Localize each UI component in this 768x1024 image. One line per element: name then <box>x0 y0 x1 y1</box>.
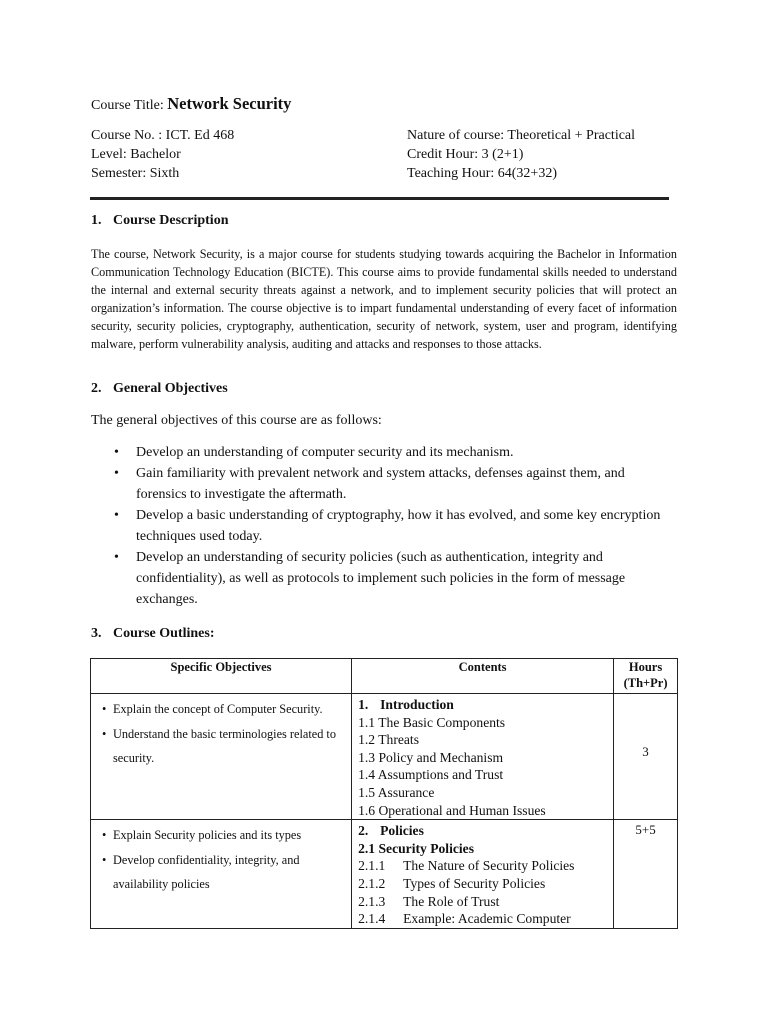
section-number: 2. <box>91 381 102 396</box>
list-item: • Develop an understanding of security policies (such as authentication, integrity and confidentiality), as well as protocols to implement such policies in the form of message exchanges. <box>114 550 626 608</box>
table-row <box>91 820 678 929</box>
content-item: 1.2 Threats <box>358 732 420 748</box>
content-item: 1.3 Policy and Mechanism <box>358 749 504 765</box>
list-item: • Gain familiarity with prevalent network and system attacks, defenses against them, and forensics to investigate the aftermath. <box>114 466 625 503</box>
section-number: 3. <box>91 626 102 641</box>
course-description-text: The course, Network Security, is a major course for students studying towards acquiring the Bachelor in Information Communication Technology Education (BICTE). This course aims to provide fundamental skills needed to understand the internal and external security threats against a network, and to implement security policies that will protect an organization’s information. The course objective is to impart fundamental understanding of every facet of information security, security policies, cryptography, authentication, security of network, system, user and program, identifying malware, perform vulnerability analysis, auditing and attacks and responses to those attacks. <box>91 247 677 352</box>
objectives-cell <box>91 820 352 929</box>
course-title-line <box>91 94 291 114</box>
list-item: • Understand the basic terminologies related to security. <box>102 722 351 771</box>
objectives-cell <box>91 694 352 820</box>
content-item: 1.1 The Basic Components <box>358 714 506 730</box>
course-meta-left <box>91 126 234 183</box>
column-header-contents: Contents <box>352 659 614 694</box>
list-item: • Develop confidentiality, integrity, and availability policies <box>102 848 351 897</box>
content-item: 2.1.1 The Nature of Security Policies <box>358 858 575 874</box>
bullet-icon: • <box>102 702 107 716</box>
course-title: Network Security <box>167 94 292 113</box>
contents-cell <box>352 694 614 820</box>
content-item: 1.6 Operational and Human Issues <box>358 802 546 818</box>
hours-cell: 5+5 <box>614 820 678 929</box>
list-item: • Develop an understanding of computer security and its mechanism. <box>114 443 674 464</box>
credit-hour: Credit Hour: 3 (2+1) <box>407 147 524 162</box>
course-number: Course No. : ICT. Ed 468 <box>91 128 235 143</box>
bullet-icon: • <box>114 508 119 524</box>
header-divider <box>90 197 669 200</box>
objectives-intro: The general objectives of this course are as follows: <box>91 413 382 428</box>
section-heading-objectives <box>91 381 228 397</box>
content-subheading: 2.1 Security Policies <box>358 840 474 856</box>
course-outline-table <box>90 658 678 929</box>
contents-cell <box>352 820 614 929</box>
hours-cell: 3 <box>614 694 678 820</box>
column-header-hours: Hours (Th+Pr) <box>614 659 678 694</box>
list-item: • Develop a basic understanding of cryptography, how it has evolved, and some key encryption techniques used today. <box>114 508 661 545</box>
content-item: 1.4 Assumptions and Trust <box>358 767 504 783</box>
table-header-row <box>91 659 678 694</box>
bullet-icon: • <box>102 828 107 843</box>
bullet-icon: • <box>102 852 107 867</box>
unit-title: 1. Introduction <box>358 697 454 712</box>
section-heading-outlines <box>91 626 215 642</box>
bullet-icon: • <box>114 445 119 460</box>
course-level: Level: Bachelor <box>91 147 181 162</box>
section-heading-description <box>91 213 229 229</box>
list-item: • Explain the concept of Computer Security. <box>102 697 351 722</box>
course-title-label: Course Title: <box>91 98 168 113</box>
content-item: 2.1.4 Example: Academic Computer <box>358 911 571 927</box>
list-item: • Explain Security policies and its types <box>102 823 351 848</box>
content-item: 2.1.2 Types of Security Policies <box>358 875 546 891</box>
section-title: General Objectives <box>113 381 228 396</box>
section-title: Course Description <box>113 213 229 228</box>
table-row <box>91 694 678 820</box>
course-semester: Semester: Sixth <box>91 166 180 181</box>
general-objectives-list <box>114 443 674 611</box>
course-meta-right <box>407 126 635 183</box>
bullet-icon: • <box>102 726 107 741</box>
course-nature: Nature of course: Theoretical + Practical <box>407 128 636 143</box>
section-number: 1. <box>91 213 102 228</box>
section-title: Course Outlines: <box>113 626 215 641</box>
content-item: 1.5 Assurance <box>358 784 435 800</box>
bullet-icon: • <box>114 550 119 566</box>
bullet-icon: • <box>114 466 119 482</box>
column-header-objectives: Specific Objectives <box>91 659 352 694</box>
teaching-hour: Teaching Hour: 64(32+32) <box>407 166 557 181</box>
content-item: 2.1.3 The Role of Trust <box>358 893 500 909</box>
unit-title: 2. Policies <box>358 823 424 839</box>
